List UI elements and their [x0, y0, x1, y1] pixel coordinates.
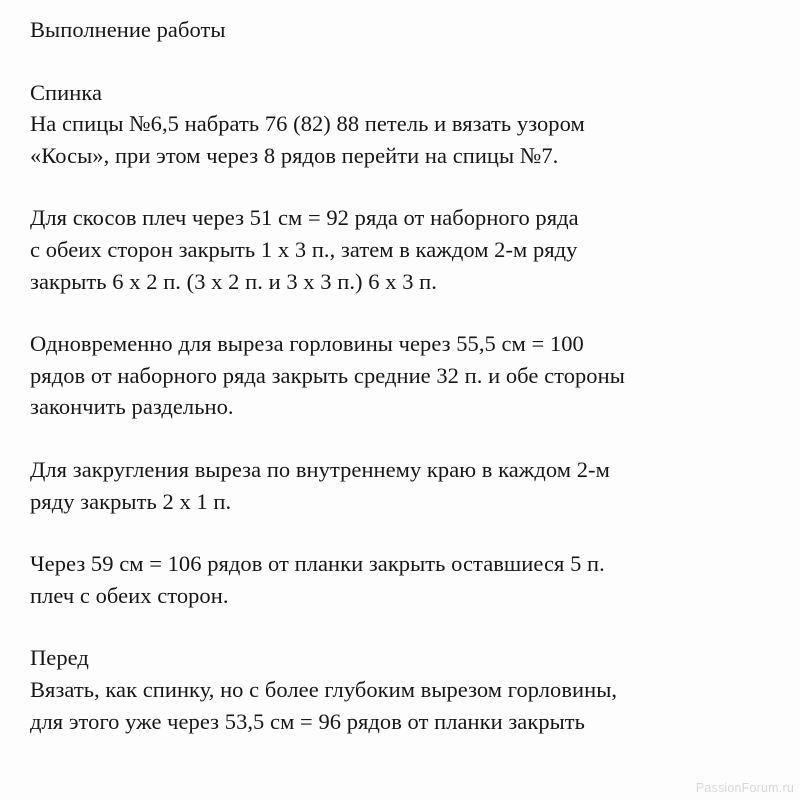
watermark: PassionForum.ru [695, 781, 794, 795]
paragraph-shoulder-slope [30, 202, 772, 297]
paragraph-line: закрыть 6 х 2 п. (3 х 2 п. и 3 х 3 п.) 6 х 3 п. [30, 268, 437, 294]
section-heading-back: Спинка [30, 79, 103, 105]
paragraph-line: рядов от наборного ряда закрыть средние 32 п. и обе стороны [30, 362, 625, 388]
paragraph-line: Для скосов плеч через 51 см = 92 ряда от наборного ряда [30, 205, 579, 231]
paragraph-line: Для закругления выреза по внутреннему краю в каждом 2-м [30, 456, 610, 482]
paragraph-neckline-rounding [30, 454, 772, 517]
section-back [30, 77, 772, 172]
section-heading-front: Перед [30, 645, 89, 671]
document-title-block [30, 14, 772, 46]
section-front [30, 642, 772, 737]
page-title: Выполнение работы [30, 17, 226, 42]
paragraph-neckline [30, 328, 772, 423]
paragraph-shoulder-finish [30, 548, 772, 611]
paragraph-line: закончить раздельно. [30, 394, 234, 420]
paragraph-line: «Косы», при этом через 8 рядов перейти на спицы №7. [30, 142, 559, 168]
paragraph-line: Через 59 см = 106 рядов от планки закрыть оставшиеся 5 п. [30, 551, 605, 577]
paragraph-line: На спицы №6,5 набрать 76 (82) 88 петель и вязать узором [30, 111, 585, 137]
paragraph-line: ряду закрыть 2 х 1 п. [30, 488, 232, 514]
paragraph-line: Вязать, как спинку, но с более глубоким вырезом горловины, [30, 676, 618, 702]
paragraph-line: плеч с обеих сторон. [30, 582, 229, 608]
paragraph-line: с обеих сторон закрыть 1 х 3 п., затем в каждом 2-м ряду [30, 236, 578, 262]
paragraph-line: Одновременно для выреза горловины через 55,5 см = 100 [30, 331, 584, 357]
document-body [30, 14, 772, 737]
paragraph-line: для этого уже через 53,5 см = 96 рядов от планки закрыть [30, 708, 585, 734]
